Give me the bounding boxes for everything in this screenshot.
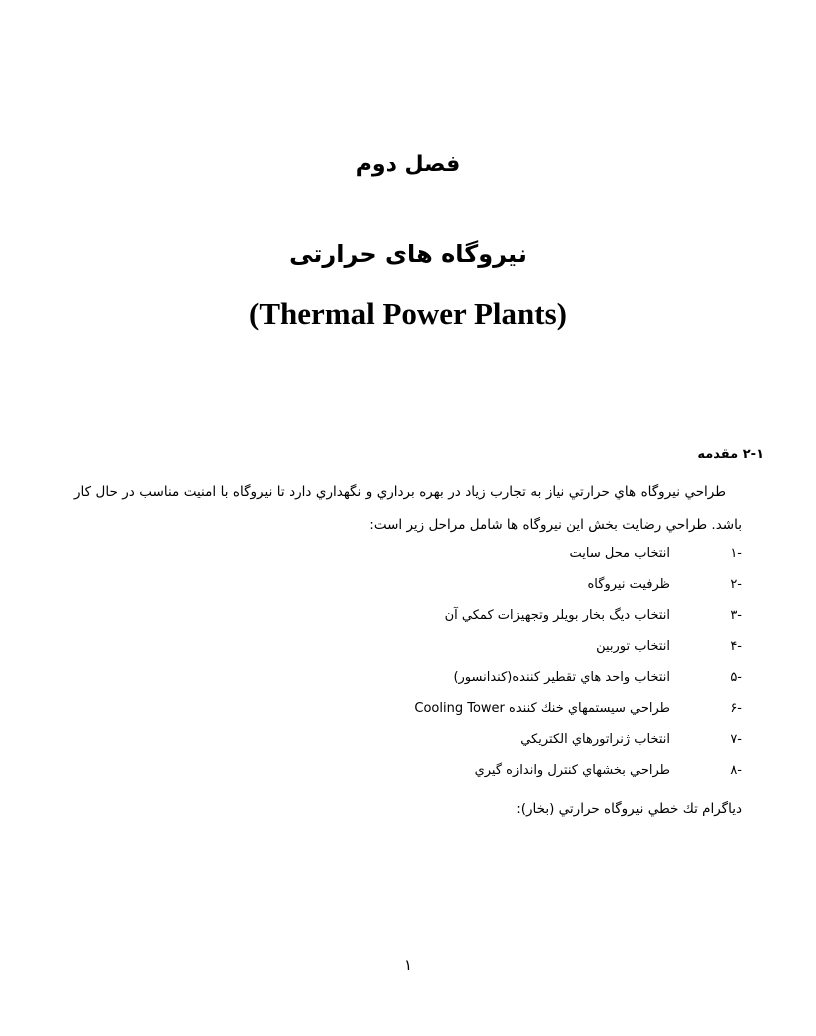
chapter-title-english: (Thermal Power Plants) — [249, 296, 567, 331]
list-item — [322, 724, 742, 755]
list-item — [322, 631, 742, 662]
step-text: انتخاب ديگ بخار بويلر وتجهيزات كمكي آن — [444, 608, 670, 623]
chapter-title: فصل دوم — [355, 152, 461, 177]
step-number: -۶ — [730, 701, 742, 716]
intro-paragraph: طراحي نيروگاه هاي حرارتي نياز به تجارب زياد در بهره برداري و نگهداري دارد تا نيروگاه با امنيت مناسب در حال كار باشد. طراحي رضايت بخش اين نيروگاه ها شامل مراحل زير است: — [74, 484, 742, 533]
step-number: -۱ — [730, 546, 742, 561]
step-number: -۴ — [730, 639, 742, 654]
step-text: انتخاب واحد هاي تقطير كننده(كندانسور) — [453, 670, 670, 685]
chapter-title-persian: نیروگاه های حرارتی — [289, 240, 527, 268]
design-steps-list — [322, 538, 742, 786]
step-text: انتخاب محل سايت — [569, 546, 670, 561]
step-text: ظرفيت نيروگاه — [587, 577, 670, 592]
step-text: طراحي سيستمهاي خنك كننده Cooling Tower — [414, 701, 670, 716]
step-number: -۸ — [730, 763, 742, 778]
page-number: ۱ — [403, 956, 413, 974]
list-item — [322, 755, 742, 786]
list-item — [322, 538, 742, 569]
list-item — [322, 569, 742, 600]
step-number: -۳ — [730, 608, 742, 623]
list-item — [322, 693, 742, 724]
step-text: انتخاب توربين — [596, 639, 670, 654]
step-text: طراحي بخشهاي كنترل واندازه گيري — [474, 763, 670, 778]
step-text: انتخاب ژنراتورهاي الكتريكي — [520, 732, 670, 747]
step-number: -۲ — [730, 577, 742, 592]
diagram-caption: دياگرام تك خطي نيروگاه حرارتي (بخار): — [516, 801, 742, 817]
list-item — [322, 600, 742, 631]
step-number: -۵ — [730, 670, 742, 685]
list-item — [322, 662, 742, 693]
step-number: -۷ — [730, 732, 742, 747]
section-heading: ۲-۱ مقدمه — [697, 447, 764, 462]
